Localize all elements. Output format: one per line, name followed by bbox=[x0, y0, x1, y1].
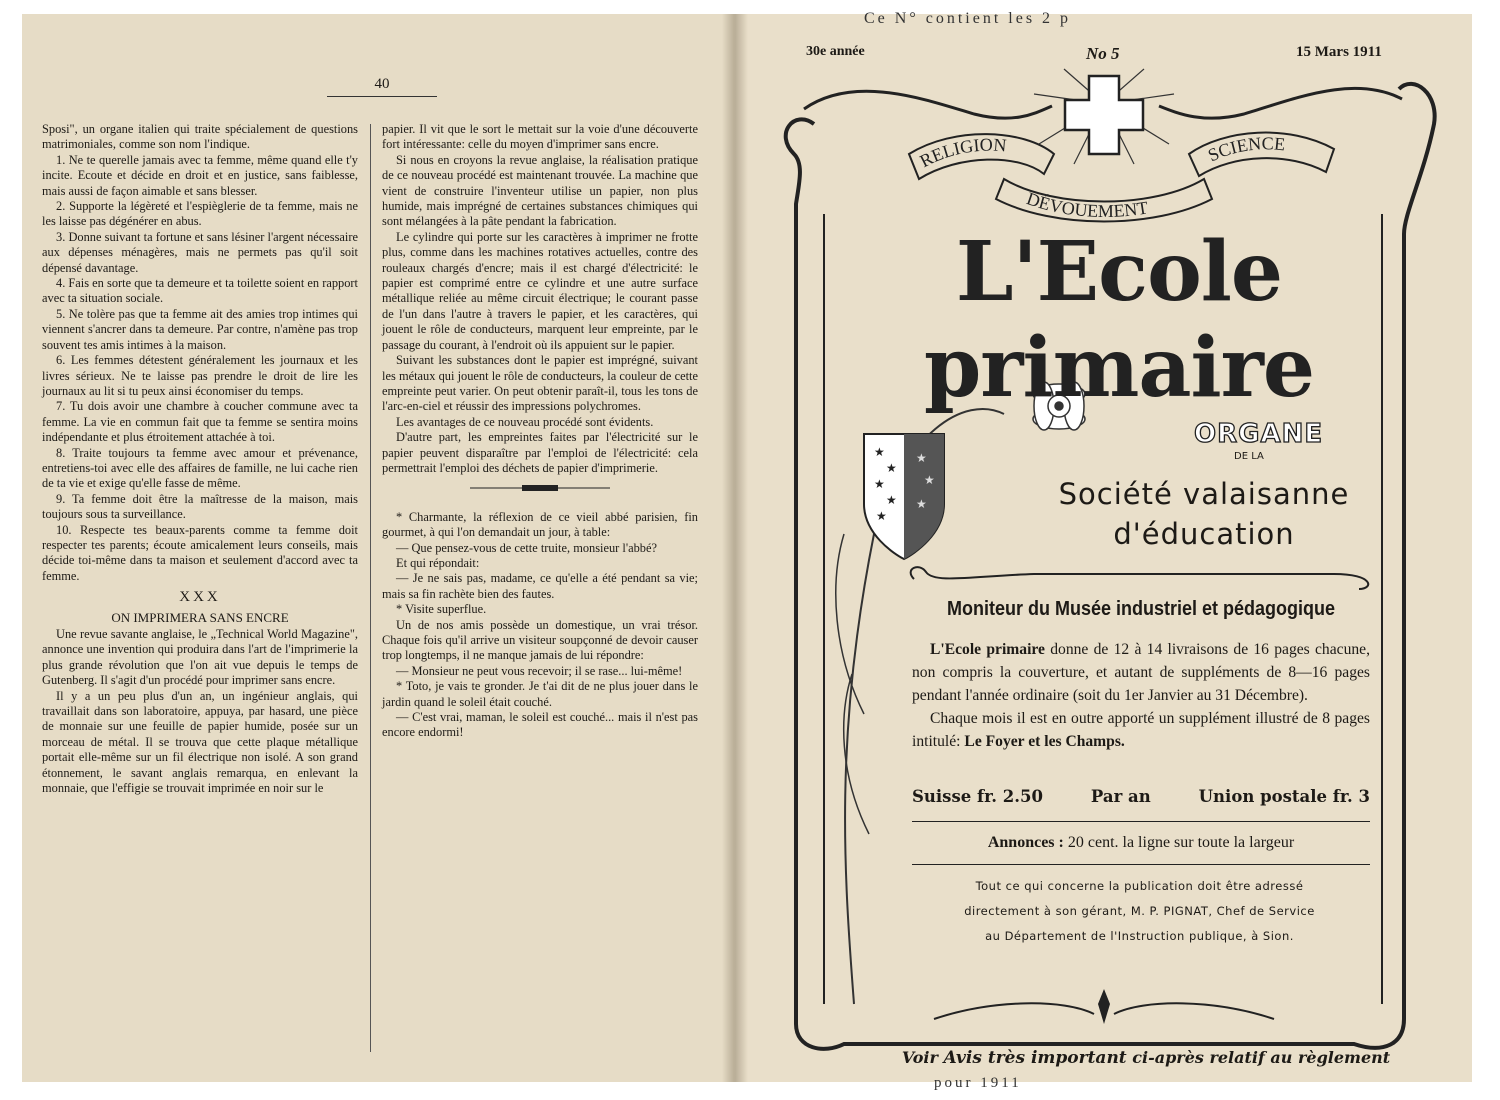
svg-text:★: ★ bbox=[876, 509, 887, 523]
masthead-title: L'Ecole primaire bbox=[923, 224, 1315, 416]
paragraph: 9. Ta femme doit être la maîtresse de la maison, mais toujours sous ta surveillance. bbox=[42, 491, 358, 522]
paragraph: — Que pensez-vous de cette truite, monsieur l'abbé? bbox=[396, 540, 657, 555]
paragraph: papier. Il vit que le sort le mettait sur la voie d'une découverte fort intéressante: celle du moyen d'imprimer sans encre. bbox=[382, 122, 698, 152]
supplement-title: Le Foyer et les Champs. bbox=[964, 733, 1125, 750]
de-la-label: DE LA bbox=[1234, 451, 1264, 462]
publication-info bbox=[912, 638, 1370, 753]
footer-pre: Voir bbox=[901, 1048, 944, 1067]
paragraph: Suivant les substances dont le papier est imprégné, suivant les métaux qui jouent le rôle de conducteurs, la couleur de cette empreinte peut varier. On peut obtenir paraît-il, tous les tons de l'arc-en-ciel et réussir des impressions polychromes. bbox=[382, 353, 698, 414]
paragraph: Si nous en croyons la revue anglaise, la réalisation pratique de ce nouveau procédé est maintenant trouvée. La machine que vient de construire l'inventeur utilise un papier, non plus humide, mais imprégné de certaines substances chimiques qui sont mélangées à la pâte pendant la fabrication. bbox=[382, 152, 698, 229]
paragraph: * Toto, je vais te gronder. Je t'ai dit de ne plus jouer dans le jardin quand le soleil était couché. bbox=[382, 679, 698, 709]
info-paragraph bbox=[912, 638, 1370, 707]
paragraph: Sposi", un organe italien qui traite spécialement de questions matrimoniales, comme son nom l'indique. bbox=[42, 122, 358, 152]
svg-text:★: ★ bbox=[924, 473, 935, 487]
svg-text:★: ★ bbox=[874, 445, 885, 459]
paragraph: * Visite superflue. bbox=[396, 602, 487, 617]
annonces-line bbox=[912, 834, 1370, 852]
contact-line: au Département de l'Instruction publique, à Sion. bbox=[985, 929, 1294, 943]
ribbon-religion: RELIGION bbox=[916, 134, 1008, 172]
contact-line: directement à son gérant, M. P. PIGNAT, Chef de Service bbox=[964, 904, 1315, 918]
society-line-1: Société valaisanne bbox=[1058, 477, 1350, 511]
organe-label: ORGANE bbox=[1194, 419, 1324, 449]
paragraph: 3. Donne suivant ta fortune et sans lésiner l'argent nécessaire aux dépenses ménagères, mais ne permets pas qu'il soit dépensé davantage. bbox=[42, 229, 358, 275]
paragraph: Les avantages de ce nouveau procédé sont évidents. bbox=[396, 414, 654, 429]
annonces-label: Annonces : bbox=[987, 834, 1064, 851]
annonces-text: 20 cent. la ligne sur toute la largeur bbox=[1063, 834, 1295, 851]
info-title-bold: L'Ecole primaire bbox=[930, 641, 1045, 658]
price-line bbox=[912, 787, 1370, 806]
cropped-top-text: Ce N° contient les 2 p bbox=[864, 10, 1072, 27]
paragraph: 5. Ne tolère pas que ta femme ait des amies trop intimes qui viennent s'ancrer dans ta demeure. Par contre, n'amène pas trop souvent tes amis intimes à la maison. bbox=[42, 306, 358, 352]
paragraph: D'autre part, les empreintes faites par l'électricité sur le papier peuvent disparaître par l'emploi de l'électricité: cela permettrait l'emploi des déchets de papier d'imprimerie. bbox=[382, 430, 698, 475]
svg-text:★: ★ bbox=[916, 497, 927, 511]
paragraph: 1. Ne te querelle jamais avec ta femme, même quand elle t'y incite. Ecoute et décide en droit et en justice, sans faiblesse, mais aussi de façon aimable et sans blesser. bbox=[42, 152, 358, 198]
paragraph: 10. Respecte tes beaux-parents comme ta femme doit respecter tes parents; écoute amicalement leurs conseils, mais décide toi-même dans ta maison et seulement d'accord avec ta femme. bbox=[42, 522, 358, 583]
left-column bbox=[42, 122, 358, 796]
paragraph: Un de nos amis possède un domestique, un vrai trésor. Chaque fois qu'il arrive un visiteur soupçonné de devoir causer trop longtemps, il ne manque jamais de lui répondre: bbox=[382, 617, 698, 663]
society-line-2: d'éducation bbox=[1113, 517, 1295, 551]
divider bbox=[912, 821, 1370, 822]
supplement-text: Chaque mois il est en outre apporté un supplément illustré de 8 pages intitulé: bbox=[912, 710, 1370, 750]
cropped-bottom-text: pour 1911 bbox=[934, 1075, 1022, 1091]
footer-notice bbox=[826, 1048, 1466, 1068]
issue-date: 15 Mars 1911 bbox=[1296, 44, 1382, 60]
footer-bold: Avis très important bbox=[943, 1048, 1127, 1068]
paragraph: 8. Traite toujours ta femme avec amour et prévenance, entretiens-toi avec elle des affaires de famille, ne lui cache rien de ta vie et exige qu'elle fasse de même. bbox=[42, 445, 358, 491]
svg-text:★: ★ bbox=[886, 493, 897, 507]
footer-post: ci-après relatif au règlement bbox=[1126, 1048, 1391, 1067]
paragraph: — Monsieur ne peut vous recevoir; il se rase... lui-même! bbox=[396, 663, 683, 678]
paragraph: — Je ne sais pas, madame, ce qu'elle a été pendant sa vie; mais sa fin rachète bien des fautes. bbox=[382, 571, 698, 601]
paragraph: 6. Les femmes détestent généralement les journaux et les livres sérieux. Ne te laisse pas prendre le droit de lire les journaux au lit si tu peux ainsi économiser du temps. bbox=[42, 353, 358, 398]
magazine-spread bbox=[22, 10, 1472, 1091]
paragraph: 2. Supporte la légèreté et l'espièglerie de ta femme, mais ne les laisse pas dégénérer en abus. bbox=[42, 199, 358, 229]
svg-text:★: ★ bbox=[886, 461, 897, 475]
book-gutter bbox=[722, 14, 748, 1082]
ribbon-science: SCIENCE bbox=[1205, 133, 1287, 166]
right-column bbox=[382, 122, 698, 741]
price-suisse: Suisse fr. 2.50 bbox=[912, 787, 1043, 806]
society-name bbox=[1004, 474, 1404, 554]
issue-number: No 5 bbox=[1086, 44, 1120, 63]
paragraph: Le cylindre qui porte sur les caractères à imprimer ne frotte plus, comme dans les machines rotatives actuelles, contre des rouleaux chargés d'encre; mais il est chargé d'électricité: le papier est comprimé entre ce cylindre et une autre surface métallique reliée au même circuit électrique; le courant passe de l'un dans l'autre à travers le papier, et les caractères, qui jouent le rôle de conducteurs, marquent leur empreinte, par le passage du courant, à l'endroit où ils appuient sur le papier. bbox=[382, 229, 698, 352]
paragraph: 7. Tu dois avoir une chambre à coucher commune avec ta femme. La vie en commun fait que ta femme se sentira moins indépendante et plus étroitement attachée à toi. bbox=[42, 399, 358, 445]
ornament-divider bbox=[382, 482, 698, 497]
contact-line: Tout ce qui concerne la publication doit être adressé bbox=[975, 879, 1304, 893]
right-page-cover bbox=[734, 10, 1472, 1091]
paragraph: — C'est vrai, maman, le soleil est couché... mais il n'est pas encore endormi! bbox=[382, 710, 698, 740]
paragraph: * Charmante, la réflexion de ce vieil abbé parisien, fin gourmet, à qui l'on demandait un jour, à table: bbox=[382, 509, 698, 540]
info-text: donne de 12 à 14 livraisons de 16 pages chacune, non compris la couverture, et autant de suppléments de 8—16 pages pendant l'année ordinaire (soit du 1er Janvier au 31 Décembre). bbox=[912, 641, 1370, 704]
ribbon-devouement: DÉVOUEMENT bbox=[1024, 188, 1150, 222]
price-union: Union postale fr. 3 bbox=[1198, 787, 1370, 806]
paragraph: Et qui répondait: bbox=[396, 555, 480, 570]
svg-text:★: ★ bbox=[916, 451, 927, 465]
section-separator: XXX bbox=[179, 589, 221, 606]
year-label: 30e année bbox=[806, 44, 865, 59]
left-page bbox=[22, 14, 734, 1082]
contact-info bbox=[912, 874, 1367, 949]
article-title: ON IMPRIMERA SANS ENCRE bbox=[111, 609, 289, 625]
info-paragraph bbox=[912, 707, 1370, 753]
page-number: 40 bbox=[374, 76, 390, 92]
column-rule bbox=[370, 124, 371, 1052]
svg-text:★: ★ bbox=[874, 477, 885, 491]
subtitle-moniteur: Moniteur du Musée industriel et pédagogique bbox=[946, 598, 1336, 620]
page-number-rule bbox=[327, 96, 437, 97]
divider bbox=[912, 864, 1370, 865]
paragraph: 4. Fais en sorte que ta demeure et ta toilette soient en rapport avec ta situation sociale. bbox=[42, 276, 358, 306]
price-period: Par an bbox=[1090, 787, 1151, 806]
paragraph: Une revue savante anglaise, le „Technical World Magazine", annonce une invention qui produira dans l'art de l'imprimerie la plus grande révolution que l'on ait vue depuis le temps de Gutenberg. Il s'agit d'un procédé pour imprimer sans encre. bbox=[42, 627, 358, 688]
paragraph: Il y a un peu plus d'un an, un ingénieur anglais, qui travaillait dans son laboratoire, appuya, par hasard, une pièce de monnaie sur une feuille de papier humide, posée sur un morceau de métal. Il se trouva que cette plaque métallique portait elle-même sur un fil électrique non isolé. A son grand étonnement, le savant anglais remarqua, en enlevant la monnaie, que l'effigie se trouvait imprimée en noir sur le bbox=[42, 688, 358, 796]
